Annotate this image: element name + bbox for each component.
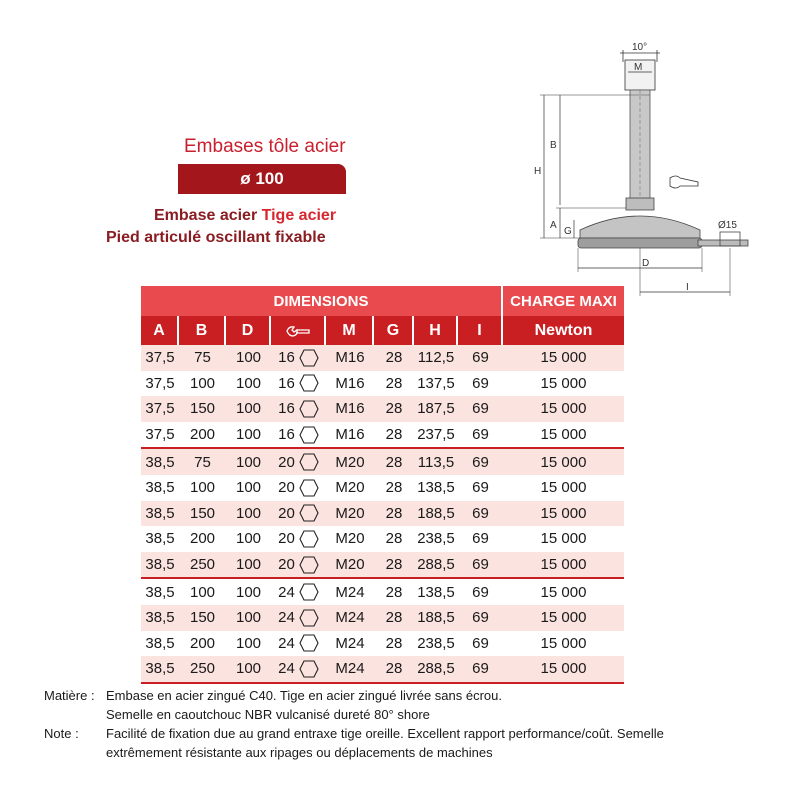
- cell-b-text: 75: [194, 349, 211, 367]
- cell-i-text: 69: [472, 530, 489, 548]
- cell-g: [374, 422, 414, 448]
- cell-i-text: 69: [472, 660, 489, 678]
- d-label: D: [642, 258, 650, 269]
- cell-b: [179, 579, 226, 605]
- cell-a: [141, 526, 179, 552]
- cell-charge: [503, 396, 624, 422]
- cell-b: [179, 631, 226, 657]
- cell-wrench-size: [271, 345, 326, 371]
- cell-m: [326, 526, 374, 552]
- cell-d-text: 100: [235, 530, 262, 548]
- cell-g-text: 28: [385, 660, 403, 678]
- cell-a: [141, 631, 179, 657]
- cell-d: [226, 526, 271, 552]
- table-row: [141, 447, 624, 475]
- subtitle-stem: Tige acier: [261, 207, 337, 224]
- cell-charge: [503, 552, 624, 578]
- cell-h-text: 187,5: [417, 400, 455, 418]
- cell-b: [179, 422, 226, 448]
- cell-h: [414, 605, 458, 631]
- cell-charge-text: 15 000: [540, 400, 587, 418]
- cell-m-text: M16: [335, 400, 365, 418]
- cell-b: [179, 501, 226, 527]
- cell-h: [414, 396, 458, 422]
- cell-charge: [503, 579, 624, 605]
- cell-d-text: 100: [235, 556, 262, 574]
- cell-i-text: 69: [472, 583, 489, 601]
- cell-i: [458, 526, 503, 552]
- cell-wrench-size-text: 20: [278, 530, 295, 548]
- cell-b: [179, 526, 226, 552]
- cell-g: [374, 449, 414, 475]
- cell-wrench-size-text: 20: [278, 556, 295, 574]
- cell-i: [458, 449, 503, 475]
- cell-h-text: 288,5: [417, 660, 455, 678]
- cell-a: [141, 371, 179, 397]
- cell-h-text: 113,5: [417, 453, 455, 471]
- cell-h-text: 237,5: [417, 426, 455, 444]
- cell-charge: [503, 475, 624, 501]
- cell-i-text: 69: [472, 609, 489, 627]
- cell-b: [179, 475, 226, 501]
- cell-g: [374, 371, 414, 397]
- table-row: [141, 552, 624, 578]
- cell-m-text: M24: [335, 583, 365, 601]
- cell-wrench-size-text: 24: [278, 660, 295, 678]
- subtitle-base: Embase acier: [154, 207, 262, 224]
- cell-charge: [503, 371, 624, 397]
- cell-a-text: 38,5: [145, 479, 175, 497]
- g-label: G: [564, 226, 572, 237]
- cell-a-text: 38,5: [145, 583, 175, 601]
- cell-h: [414, 345, 458, 371]
- wrench-icon: [285, 324, 311, 338]
- cell-m-text: M20: [335, 530, 365, 548]
- cell-wrench-size-text: 16: [278, 374, 295, 392]
- cell-wrench-size: [271, 552, 326, 578]
- cell-m-text: M20: [335, 479, 365, 497]
- cell-b-text: 250: [189, 660, 216, 678]
- cell-g-text: 28: [385, 453, 403, 471]
- cell-charge-text: 15 000: [540, 583, 587, 601]
- matiere-line-1: Embase en acier zingué C40. Tige en acier zingué livrée sans écrou.: [106, 688, 502, 703]
- cell-a: [141, 345, 179, 371]
- group-dimensions: DIMENSIONS: [141, 286, 503, 316]
- table-row: [141, 526, 624, 552]
- hex-nut-icon: [299, 583, 319, 601]
- cell-a-text: 38,5: [145, 556, 175, 574]
- subtitle-line-1: [154, 207, 336, 225]
- cell-m-text: M16: [335, 374, 365, 392]
- cell-d-text: 100: [235, 504, 262, 522]
- cell-a: [141, 579, 179, 605]
- cell-wrench-size: [271, 501, 326, 527]
- h-label: H: [534, 166, 542, 177]
- note-line-1: Facilité de fixation due au grand entraxe tige oreille. Excellent rapport performance/coût. Semelle: [106, 726, 664, 741]
- cell-d-text: 100: [235, 400, 262, 418]
- cell-charge-text: 15 000: [540, 349, 587, 367]
- cell-m: [326, 422, 374, 448]
- cell-b-text: 200: [189, 426, 216, 444]
- thread-label: M: [634, 62, 643, 73]
- cell-b-text: 200: [189, 634, 216, 652]
- cell-d-text: 100: [235, 479, 262, 497]
- cell-i: [458, 345, 503, 371]
- cell-i: [458, 396, 503, 422]
- cell-a-text: 38,5: [145, 530, 175, 548]
- cell-h: [414, 656, 458, 682]
- cell-d: [226, 422, 271, 448]
- col-m: M: [326, 316, 374, 345]
- group-charge: CHARGE MAXI: [503, 286, 624, 316]
- col-a: A: [141, 316, 179, 345]
- cell-h: [414, 631, 458, 657]
- cell-b: [179, 449, 226, 475]
- hex-nut-icon: [299, 556, 319, 574]
- cell-a-text: 37,5: [145, 349, 175, 367]
- cell-g: [374, 552, 414, 578]
- cell-g: [374, 526, 414, 552]
- cell-i-text: 69: [472, 400, 489, 418]
- cell-m: [326, 371, 374, 397]
- cell-m: [326, 552, 374, 578]
- cell-d-text: 100: [235, 609, 262, 627]
- cell-d-text: 100: [235, 374, 262, 392]
- cell-h: [414, 449, 458, 475]
- cell-i-text: 69: [472, 634, 489, 652]
- cell-b: [179, 371, 226, 397]
- cell-d: [226, 449, 271, 475]
- hex-nut-icon: [299, 400, 319, 418]
- cell-charge: [503, 605, 624, 631]
- table-row: [141, 422, 624, 448]
- cell-a-text: 38,5: [145, 504, 175, 522]
- cell-h-text: 238,5: [417, 634, 455, 652]
- i-label: I: [686, 282, 689, 293]
- cell-wrench-size-text: 16: [278, 349, 295, 367]
- diameter-band: ø 100: [178, 164, 346, 194]
- hex-nut-icon: [299, 530, 319, 548]
- cell-b: [179, 656, 226, 682]
- cell-i: [458, 475, 503, 501]
- cell-b-text: 150: [189, 609, 216, 627]
- note-label: Note :: [44, 726, 79, 741]
- cell-wrench-size: [271, 422, 326, 448]
- col-wrench: [271, 316, 326, 345]
- cell-i: [458, 605, 503, 631]
- note-line-2: extrêmement résistante aux ripages ou déplacements de machines: [106, 745, 493, 760]
- cell-d-text: 100: [235, 349, 262, 367]
- cell-wrench-size: [271, 371, 326, 397]
- cell-charge-text: 15 000: [540, 556, 587, 574]
- cell-g-text: 28: [385, 504, 403, 522]
- cell-wrench-size-text: 20: [278, 479, 295, 497]
- hex-nut-icon: [299, 349, 319, 367]
- cell-charge: [503, 449, 624, 475]
- cell-m-text: M16: [335, 349, 365, 367]
- cell-d: [226, 631, 271, 657]
- cell-charge: [503, 526, 624, 552]
- cell-i: [458, 631, 503, 657]
- cell-a: [141, 656, 179, 682]
- cell-d: [226, 475, 271, 501]
- angle-label: 10°: [632, 42, 648, 53]
- cell-g-text: 28: [385, 349, 403, 367]
- cell-d: [226, 501, 271, 527]
- a-label: A: [550, 220, 557, 231]
- cell-wrench-size: [271, 579, 326, 605]
- cell-g: [374, 656, 414, 682]
- cell-b-text: 100: [189, 583, 216, 601]
- table-row: [141, 345, 624, 371]
- cell-m-text: M20: [335, 504, 365, 522]
- matiere-label: Matière :: [44, 688, 95, 703]
- cell-wrench-size: [271, 656, 326, 682]
- cell-h: [414, 552, 458, 578]
- cell-i: [458, 579, 503, 605]
- cell-d: [226, 605, 271, 631]
- cell-charge: [503, 631, 624, 657]
- cell-h-text: 188,5: [417, 504, 455, 522]
- cell-b-text: 200: [189, 530, 216, 548]
- cell-wrench-size-text: 16: [278, 426, 295, 444]
- group-header-row: [141, 286, 624, 316]
- cell-charge-text: 15 000: [540, 426, 587, 444]
- table-row: [141, 656, 624, 684]
- cell-charge-text: 15 000: [540, 634, 587, 652]
- cell-g: [374, 631, 414, 657]
- cell-a-text: 38,5: [145, 609, 175, 627]
- cell-h: [414, 475, 458, 501]
- cell-wrench-size: [271, 631, 326, 657]
- cell-charge-text: 15 000: [540, 453, 587, 471]
- cell-wrench-size-text: 20: [278, 453, 295, 471]
- cell-g-text: 28: [385, 479, 403, 497]
- cell-wrench-size-text: 24: [278, 583, 295, 601]
- hex-nut-icon: [299, 660, 319, 678]
- cell-i-text: 69: [472, 349, 489, 367]
- column-header-row: [141, 316, 624, 345]
- hex-nut-icon: [299, 479, 319, 497]
- cell-h: [414, 371, 458, 397]
- hex-nut-icon: [299, 504, 319, 522]
- cell-d-text: 100: [235, 660, 262, 678]
- cell-b: [179, 345, 226, 371]
- matiere-line-2: Semelle en caoutchouc NBR vulcanisé dureté 80° shore: [106, 707, 430, 722]
- col-newton: Newton: [534, 321, 593, 339]
- cell-m: [326, 579, 374, 605]
- table-row: [141, 631, 624, 657]
- hex-nut-icon: [299, 426, 319, 444]
- cell-a-text: 37,5: [145, 374, 175, 392]
- table-row: [141, 371, 624, 397]
- cell-d: [226, 371, 271, 397]
- cell-wrench-size: [271, 449, 326, 475]
- cell-b-text: 75: [194, 453, 211, 471]
- cell-d: [226, 656, 271, 682]
- cell-d: [226, 396, 271, 422]
- cell-charge-text: 15 000: [540, 609, 587, 627]
- cell-a: [141, 422, 179, 448]
- cell-h-text: 138,5: [417, 479, 455, 497]
- cell-wrench-size: [271, 396, 326, 422]
- cell-a: [141, 605, 179, 631]
- table-row: [141, 605, 624, 631]
- table-row: [141, 501, 624, 527]
- cell-a-text: 38,5: [145, 453, 175, 471]
- hex-nut-icon: [299, 453, 319, 471]
- table-row: [141, 396, 624, 422]
- cell-i-text: 69: [472, 504, 489, 522]
- cell-wrench-size-text: 16: [278, 400, 295, 418]
- cell-g-text: 28: [385, 583, 403, 601]
- cell-charge-text: 15 000: [540, 660, 587, 678]
- cell-m: [326, 345, 374, 371]
- cell-h-text: 112,5: [417, 349, 455, 367]
- cell-b: [179, 552, 226, 578]
- cell-charge: [503, 501, 624, 527]
- cell-i-text: 69: [472, 453, 489, 471]
- cell-g-text: 28: [385, 556, 403, 574]
- cell-charge-text: 15 000: [540, 504, 587, 522]
- dimensions-table: [141, 286, 624, 684]
- cell-m-text: M24: [335, 609, 365, 627]
- cell-b: [179, 605, 226, 631]
- b-label: B: [550, 140, 557, 151]
- cell-i: [458, 422, 503, 448]
- cell-a: [141, 396, 179, 422]
- cell-i-text: 69: [472, 374, 489, 392]
- cell-charge: [503, 345, 624, 371]
- cell-d: [226, 345, 271, 371]
- cell-g: [374, 396, 414, 422]
- cell-b: [179, 396, 226, 422]
- cell-h-text: 288,5: [417, 556, 455, 574]
- cell-i: [458, 371, 503, 397]
- cell-b-text: 150: [189, 400, 216, 418]
- cell-d-text: 100: [235, 453, 262, 471]
- cell-wrench-size-text: 24: [278, 634, 295, 652]
- col-b: B: [179, 316, 226, 345]
- cell-a-text: 37,5: [145, 426, 175, 444]
- cell-g-text: 28: [385, 530, 403, 548]
- cell-h-text: 138,5: [417, 583, 455, 601]
- cell-g: [374, 475, 414, 501]
- cell-m: [326, 605, 374, 631]
- technical-drawing: [520, 40, 760, 300]
- cell-wrench-size: [271, 605, 326, 631]
- table-row: [141, 475, 624, 501]
- hex-nut-icon: [299, 609, 319, 627]
- cell-m: [326, 501, 374, 527]
- cell-g-text: 28: [385, 400, 403, 418]
- cell-a: [141, 449, 179, 475]
- cell-m: [326, 656, 374, 682]
- cell-b-text: 150: [189, 504, 216, 522]
- cell-i-text: 69: [472, 556, 489, 574]
- cell-wrench-size-text: 24: [278, 609, 295, 627]
- cell-m: [326, 475, 374, 501]
- cell-i: [458, 501, 503, 527]
- cell-m-text: M16: [335, 426, 365, 444]
- cell-wrench-size: [271, 526, 326, 552]
- table-row: [141, 577, 624, 605]
- cell-h: [414, 501, 458, 527]
- cell-charge-text: 15 000: [540, 479, 587, 497]
- cell-g-text: 28: [385, 426, 403, 444]
- cell-g: [374, 579, 414, 605]
- cell-i-text: 69: [472, 426, 489, 444]
- hole-label: Ø15: [718, 220, 737, 231]
- cell-h-text: 137,5: [417, 374, 455, 392]
- cell-h-text: 238,5: [417, 530, 455, 548]
- col-i: I: [458, 316, 503, 345]
- cell-g: [374, 501, 414, 527]
- cell-h: [414, 579, 458, 605]
- cell-g-text: 28: [385, 374, 403, 392]
- cell-d: [226, 552, 271, 578]
- cell-g-text: 28: [385, 634, 403, 652]
- table-body: [141, 345, 624, 684]
- cell-a-text: 37,5: [145, 400, 175, 418]
- cell-b-text: 250: [189, 556, 216, 574]
- cell-h-text: 188,5: [417, 609, 455, 627]
- col-h: H: [414, 316, 458, 345]
- cell-a-text: 38,5: [145, 634, 175, 652]
- cell-a-text: 38,5: [145, 660, 175, 678]
- cell-g-text: 28: [385, 609, 403, 627]
- cell-wrench-size: [271, 475, 326, 501]
- cell-g: [374, 345, 414, 371]
- cell-m-text: M24: [335, 634, 365, 652]
- cell-d: [226, 579, 271, 605]
- cell-charge-text: 15 000: [540, 374, 587, 392]
- cell-g: [374, 605, 414, 631]
- cell-d-text: 100: [235, 426, 262, 444]
- cell-h: [414, 422, 458, 448]
- section-title: Embases tôle acier: [184, 136, 346, 157]
- cell-b-text: 100: [189, 374, 216, 392]
- cell-a: [141, 475, 179, 501]
- cell-charge-text: 15 000: [540, 530, 587, 548]
- cell-d-text: 100: [235, 583, 262, 601]
- hex-nut-icon: [299, 634, 319, 652]
- cell-i: [458, 552, 503, 578]
- cell-m-text: M24: [335, 660, 365, 678]
- subtitle-line-2: Pied articulé oscillant fixable: [106, 229, 326, 246]
- cell-m: [326, 449, 374, 475]
- col-g: G: [374, 316, 414, 345]
- cell-m-text: M20: [335, 556, 365, 574]
- hex-nut-icon: [299, 374, 319, 392]
- cell-m: [326, 396, 374, 422]
- cell-charge: [503, 422, 624, 448]
- cell-a: [141, 501, 179, 527]
- cell-d-text: 100: [235, 634, 262, 652]
- col-d: D: [226, 316, 271, 345]
- cell-m: [326, 631, 374, 657]
- cell-wrench-size-text: 20: [278, 504, 295, 522]
- cell-i-text: 69: [472, 479, 489, 497]
- cell-a: [141, 552, 179, 578]
- cell-m-text: M20: [335, 453, 365, 471]
- cell-charge: [503, 656, 624, 682]
- cell-i: [458, 656, 503, 682]
- cell-b-text: 100: [189, 479, 216, 497]
- cell-h: [414, 526, 458, 552]
